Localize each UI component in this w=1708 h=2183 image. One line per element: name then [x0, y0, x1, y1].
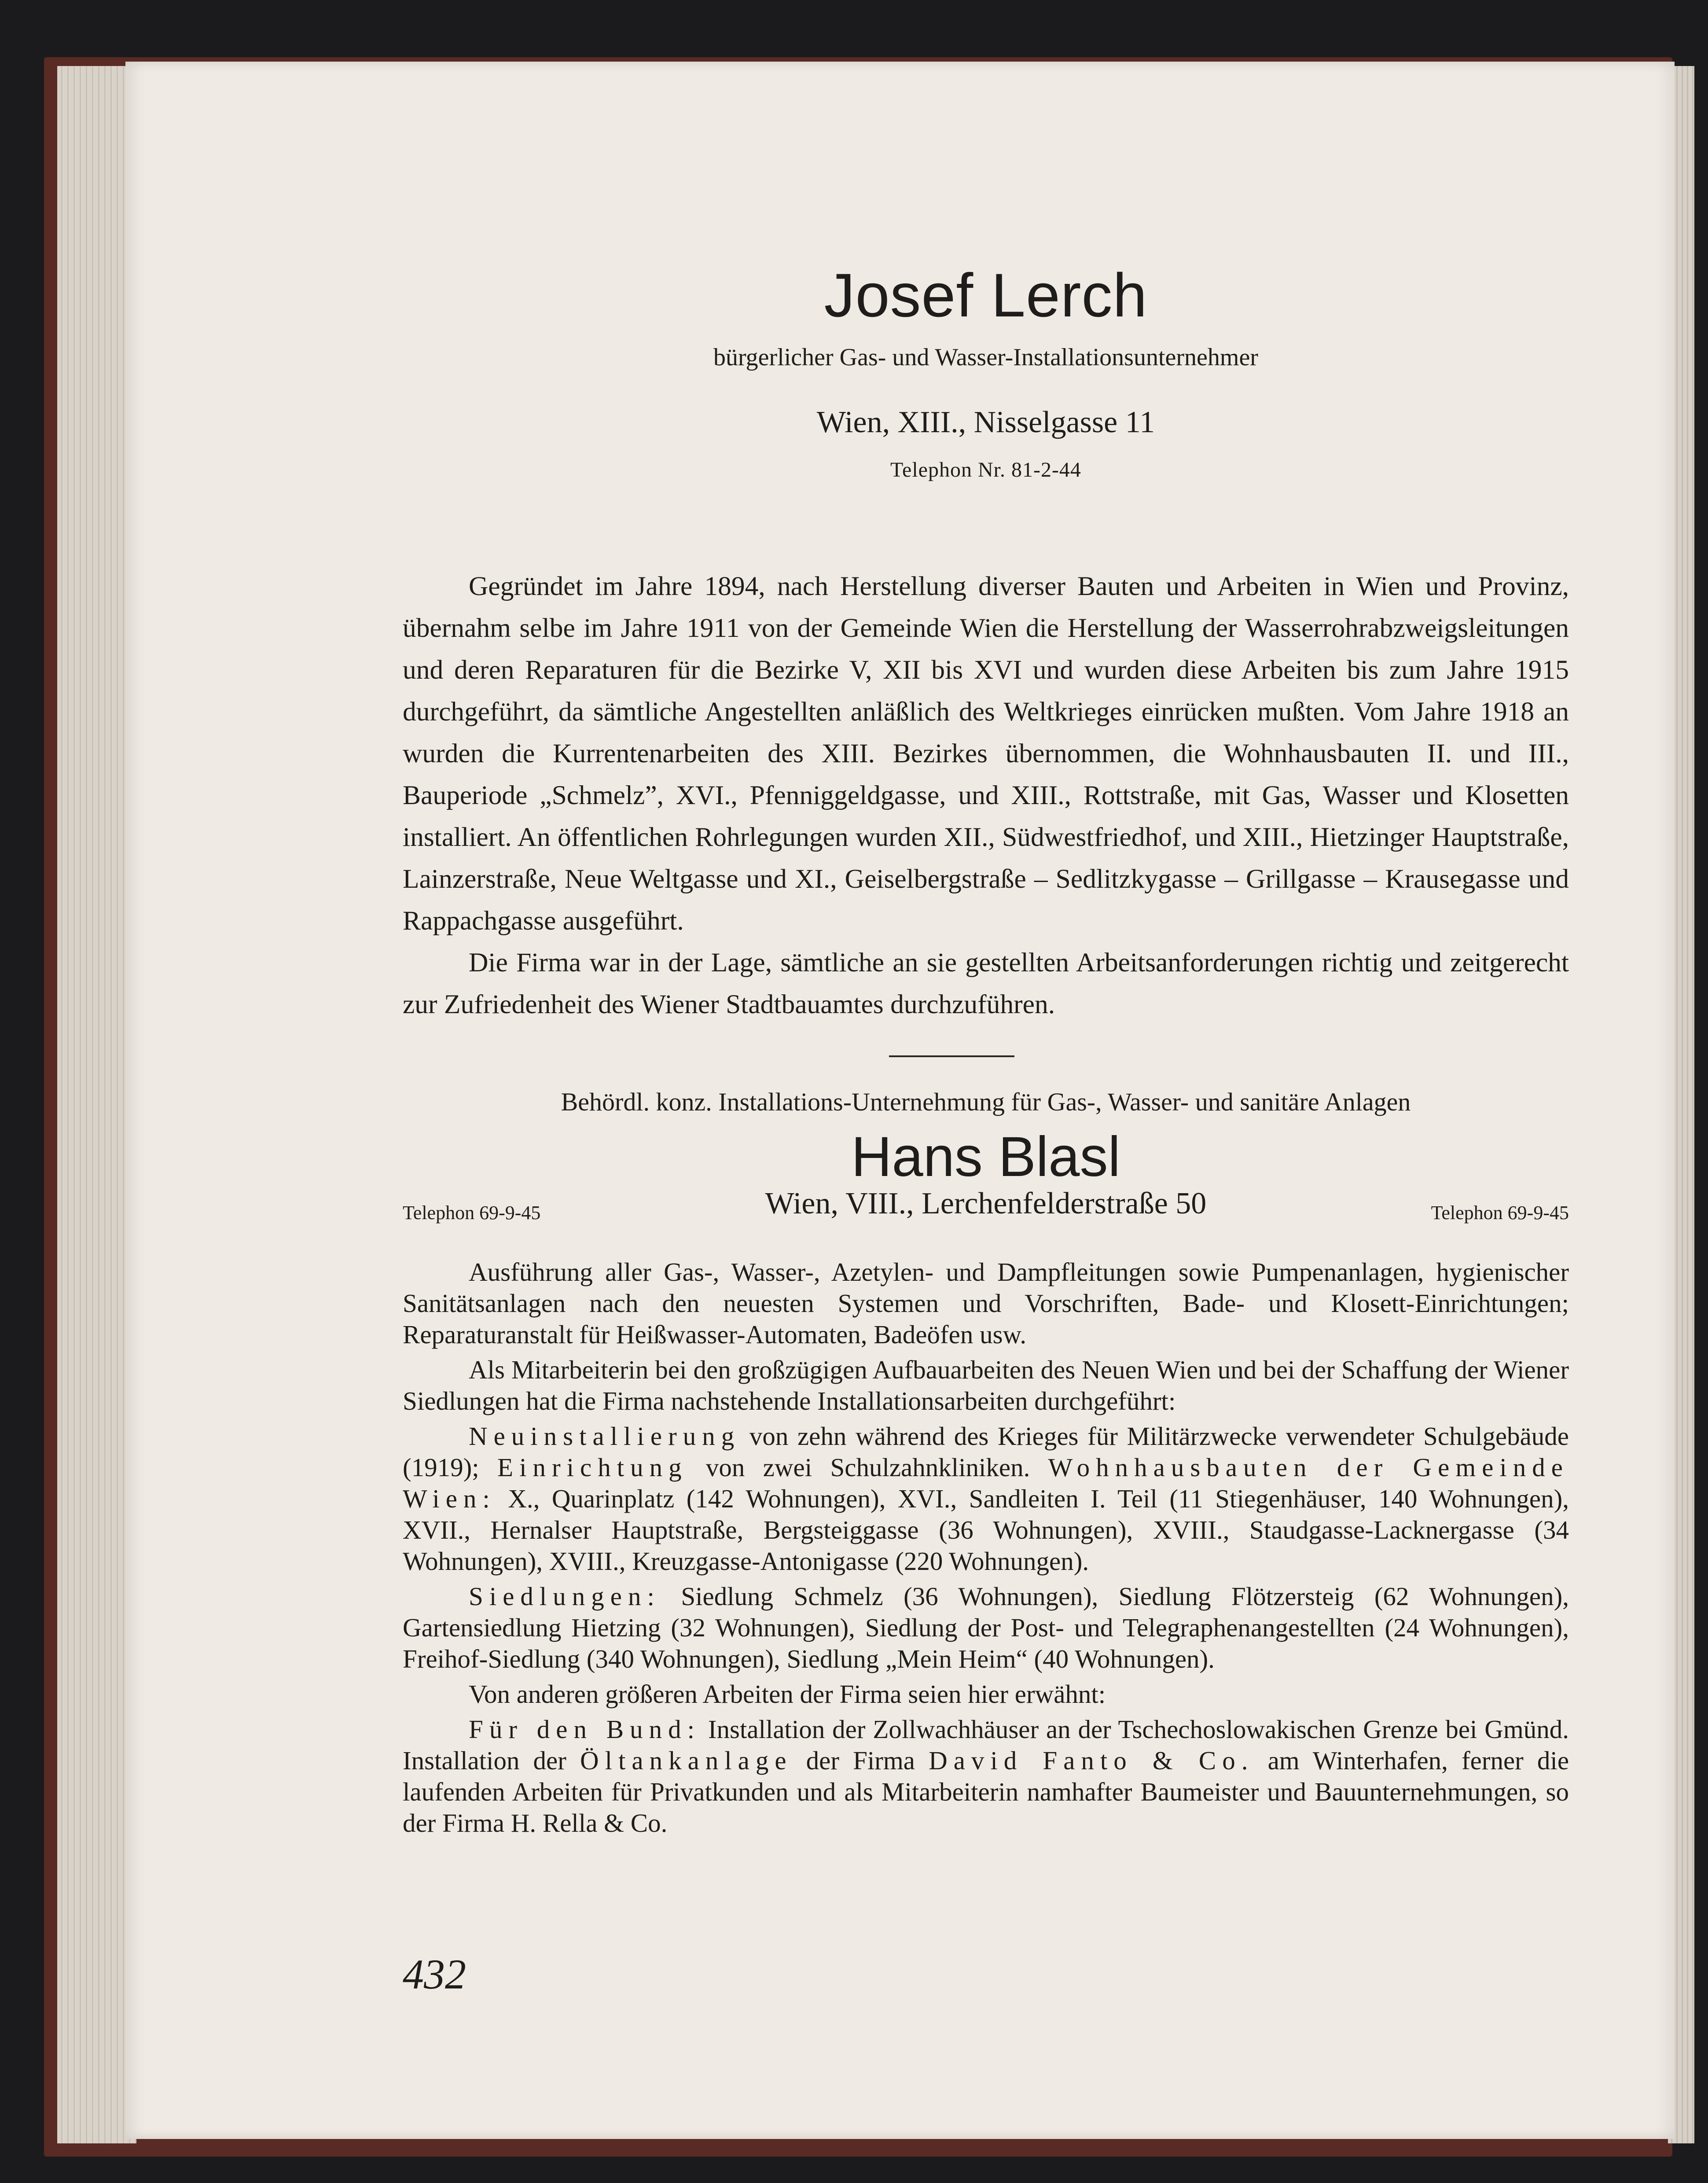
entry2-phone-right: Telephon 69-9-45 — [1431, 1202, 1569, 1224]
text: von zwei Schulzahnkliniken. — [687, 1453, 1048, 1482]
entry2-title: Hans Blasl — [851, 1125, 1120, 1188]
entry1-paragraph: Gegründet im Jahre 1894, nach Herstellung diverser Bauten und Arbeiten in Wien und Provinz, übernahm selbe im Jahre 1911 von der Gemeinde Wien die Herstellung der Wasserrohrabzweigsleitungen und deren Reparaturen für die Bezirke V, XII bis XVI und wurden diese Arbeiten bis zum Jahre 1915 durchgeführt, da sämtliche Angestellten anläßlich des Weltkrieges einrücken mußten. Vom Jahre 1918 an wurden die Kurrentenarbeiten des XIII. Bezirkes übernommen, die Wohnhausbauten II. und III., Bauperiode „Schmelz”, XVI., Pfenniggeldgasse, und XIII., Rottstraße, mit Gas, Wasser und Klosetten installiert. An öffentlichen Rohrlegungen wurden XII., Südwestfriedhof, und XIII., Hietzinger Hauptstraße, Lainzerstraße, Neue Weltgasse und XI., Geiselbergstraße – Sedlitzkygasse – Grillgasse – Krausegasse und Rappachgasse ausgeführt. — [403, 571, 1569, 936]
entry1-address: Wien, XIII., Nisselgasse 11 — [816, 405, 1155, 439]
page-edges-left — [57, 66, 136, 2143]
entry2-authority: Behördl. konz. Installations-Unternehmung für Gas-, Wasser- und sanitäre Anlagen — [561, 1088, 1411, 1116]
entry2-paragraph — [403, 1581, 1569, 1675]
page-number: 432 — [403, 1951, 466, 1998]
entry2-paragraph: Von anderen größeren Arbeiten der Firma seien hier erwähnt: — [469, 1680, 1106, 1709]
emphasis: Für den Bund: — [469, 1715, 701, 1744]
emphasis: Wohnhausbauten der Gemeinde Wien: — [403, 1453, 1569, 1513]
text: Siedlung Schmelz (36 Wohnungen), Siedlung Flötzersteig (62 Wohnungen), Gartensiedlung Hietzing (32 Wohnungen), Siedlung der Post- und Telegraphenangestellten (24 Wohnungen), Freihof-Siedlung (340 Wohnungen), Siedlung „Mein Heim“ (40 Wohnungen). — [403, 1582, 1569, 1673]
entry2-phone-left: Telephon 69-9-45 — [403, 1202, 541, 1224]
text: am Winterhafen, ferner die laufenden Arbeiten für Privatkunden und als Mitarbeiterin namhafter Baumeister und Bauunternehmungen, so der Firma H. Rella & Co. — [403, 1746, 1569, 1838]
entry1-body — [403, 566, 1569, 1025]
entry2-paragraph — [403, 1714, 1569, 1839]
emphasis: Neuinstallierung — [469, 1422, 741, 1451]
entry2-address: Wien, VIII., Lerchenfelderstraße 50 — [765, 1187, 1207, 1220]
entry1-trade: bürgerlicher Gas- und Wasser-Installationsunternehmer — [713, 344, 1258, 371]
emphasis: Einrichtung — [497, 1453, 688, 1482]
book-page — [125, 62, 1675, 2139]
entry2-paragraph: Ausführung aller Gas-, Wasser-, Azetylen- und Dampfleitungen sowie Pumpenanlagen, hygienischer Sanitätsanlagen nach den neuesten Systemen und Vorschriften, Bade- und Klosett-Einrichtungen; Reparaturanstalt für Heißwasser-Automaten, Badeöfen usw. — [403, 1257, 1569, 1349]
entry2-paragraph: Als Mitarbeiterin bei den großzügigen Aufbauarbeiten des Neuen Wien und bei der Schaffung der Wiener Siedlungen hat die Firma nachstehende Installationsarbeiten durchgeführt: — [403, 1355, 1569, 1415]
entry1-phone: Telephon Nr. 81-2-44 — [890, 458, 1081, 481]
entry1-paragraph: Die Firma war in der Lage, sämtliche an sie gestellten Arbeitsanforderungen richtig und zeitgerecht zur Zufriedenheit des Wiener Stadtbauamtes durchzuführen. — [403, 948, 1569, 1019]
text: Installation der Zollwachhäuser an der Tschechoslowakischen Grenze bei Gmünd. Installation der — [403, 1715, 1569, 1775]
emphasis: David Fanto & Co. — [929, 1746, 1254, 1775]
section-divider — [889, 1055, 1014, 1057]
text: X., Quarinplatz (142 Wohnungen), XVI., Sandleiten I. Teil (11 Stiegenhäuser, 140 Wohnungen), XVII., Hernalser Hauptstraße, Bergsteiggasse (36 Wohnungen), XVIII., Staudgasse-Lacknergasse (34 Wohnungen), XVIII., Kreuzgasse-Antonigasse (220 Wohnungen). — [403, 1484, 1569, 1576]
emphasis: Siedlungen: — [469, 1582, 661, 1611]
emphasis: Öltankanlage — [580, 1746, 793, 1775]
entry1-title: Josef Lerch — [824, 261, 1148, 330]
text: von zehn während des Krieges für Militärzwecke verwendeter Schulgebäude (1919); — [403, 1422, 1569, 1482]
text: der Firma — [792, 1746, 929, 1775]
page-content — [403, 62, 1569, 2139]
entry2-body — [403, 1257, 1569, 1843]
entry2-paragraph — [403, 1421, 1569, 1577]
